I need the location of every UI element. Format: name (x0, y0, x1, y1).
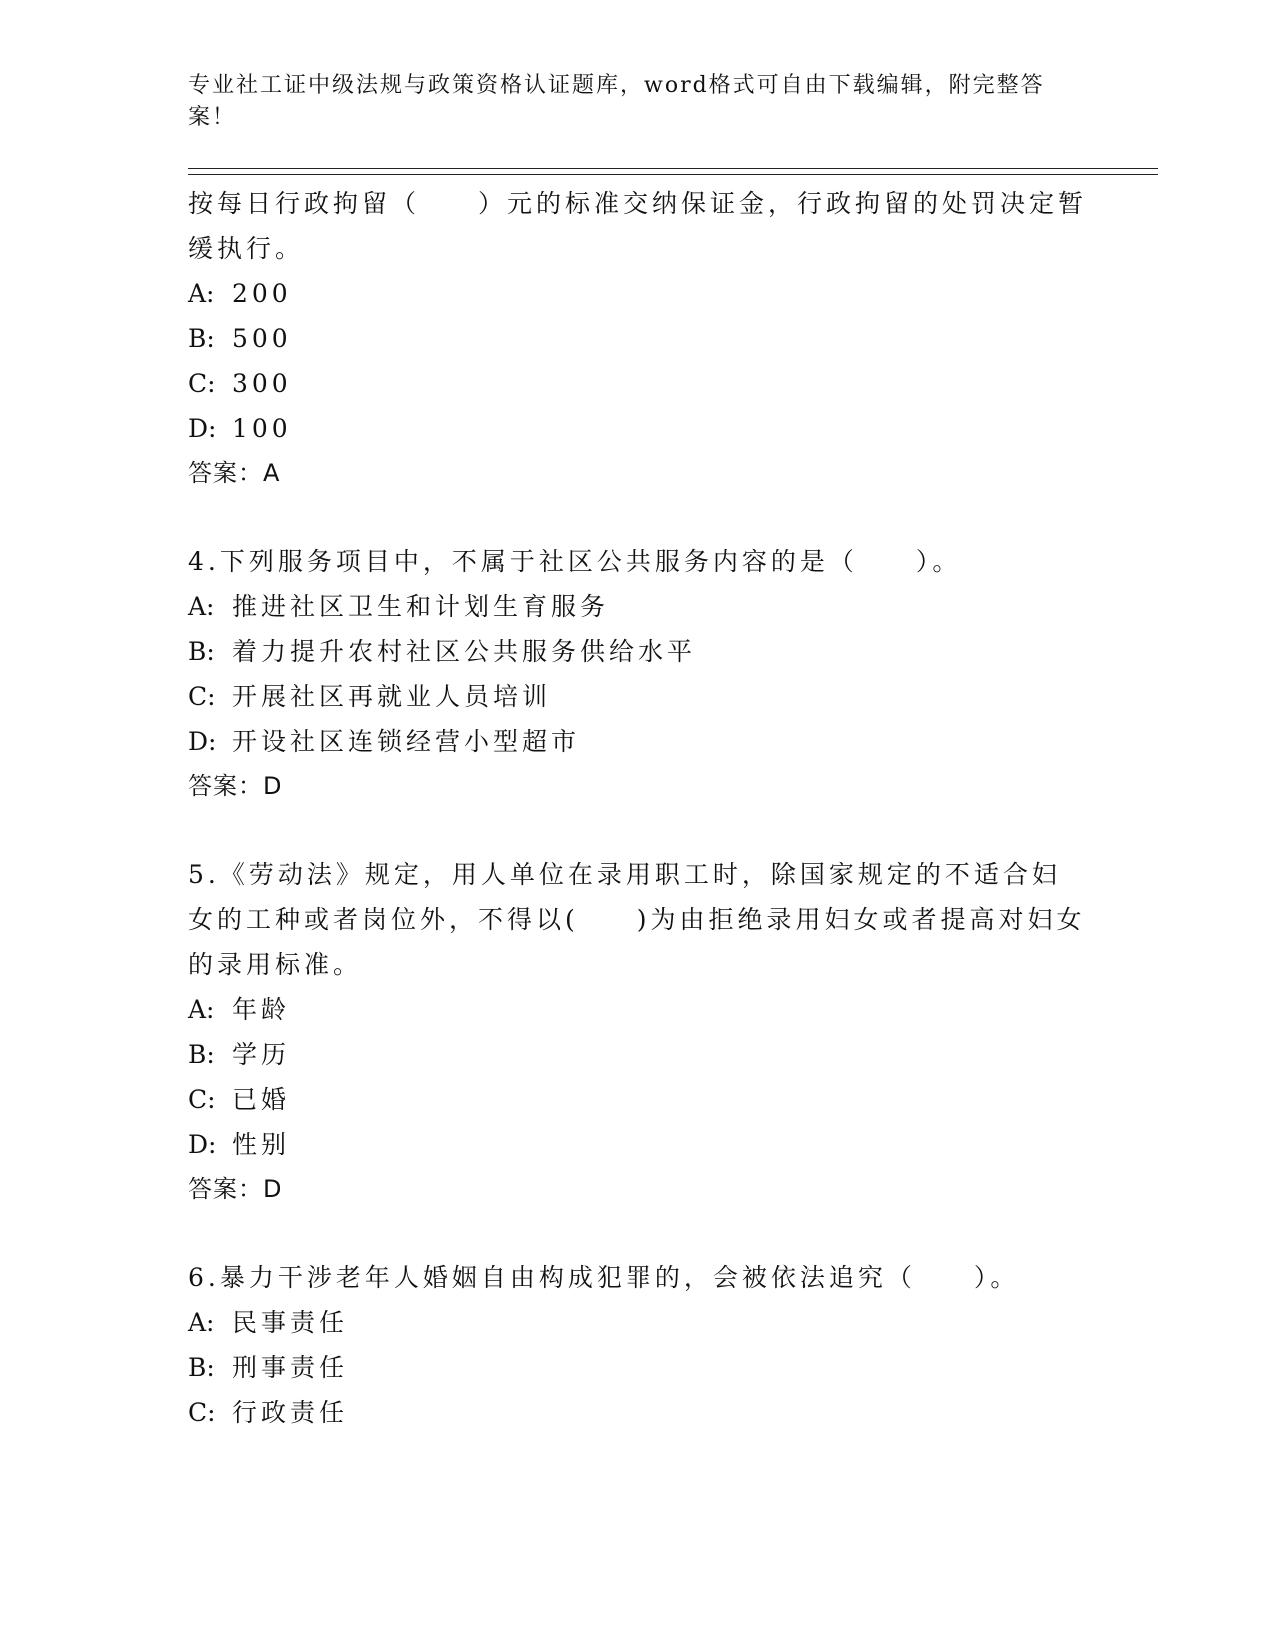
answer-line: 答案：D (188, 1175, 283, 1203)
option-letter: C: (188, 1398, 216, 1427)
option-text: 100 (232, 414, 292, 443)
option-b (188, 629, 1158, 674)
option-text: 学历 (232, 1040, 291, 1069)
option-letter: C: (188, 682, 216, 711)
option-letter: B: (188, 324, 215, 353)
option-letter: A: (188, 995, 215, 1024)
option-letter: B: (188, 1353, 215, 1382)
option-letter: C: (188, 1085, 216, 1114)
option-text: 已婚 (232, 1085, 291, 1114)
option-letter: A: (188, 592, 215, 621)
header-divider (188, 168, 1158, 175)
option-a (188, 1300, 1158, 1345)
option-c (188, 674, 1158, 719)
option-b (188, 1345, 1158, 1390)
option-c (188, 1390, 1158, 1435)
option-c (188, 1077, 1158, 1122)
option-a (188, 271, 1158, 316)
question-text: 5.《劳动法》规定，用人单位在录用职工时，除国家规定的不适合妇女的工种或者岗位外，不得以( )为由拒绝录用妇女或者提高对妇女的录用标准。 (188, 860, 1086, 979)
option-letter: A: (188, 279, 215, 308)
option-a (188, 584, 1158, 629)
option-d (188, 406, 1158, 451)
option-letter: A: (188, 1308, 215, 1337)
option-text: 刑事责任 (232, 1353, 349, 1382)
option-text: 民事责任 (232, 1308, 349, 1337)
question-block (188, 181, 1158, 496)
document-page (188, 70, 1158, 1478)
question-block (188, 1255, 1158, 1435)
option-letter: C: (188, 369, 216, 398)
answer-line: 答案：D (188, 772, 283, 800)
option-text: 着力提升农村社区公共服务供给水平 (232, 637, 697, 666)
option-letter: D: (188, 1130, 217, 1159)
option-text: 开设社区连锁经营小型超市 (232, 727, 581, 756)
answer-line: 答案：A (188, 459, 281, 487)
option-text: 行政责任 (232, 1398, 349, 1427)
option-text: 500 (232, 324, 292, 353)
question-text: 按每日行政拘留（ ）元的标准交纳保证金，行政拘留的处罚决定暂缓执行。 (188, 189, 1088, 263)
option-letter: D: (188, 414, 217, 443)
option-text: 300 (232, 369, 292, 398)
question-block (188, 539, 1158, 809)
option-letter: D: (188, 727, 217, 756)
question-text: 6.暴力干涉老年人婚姻自由构成犯罪的，会被依法追究（ ）。 (188, 1263, 1020, 1292)
option-text: 性别 (232, 1130, 291, 1159)
option-text: 开展社区再就业人员培训 (232, 682, 552, 711)
option-text: 200 (232, 279, 292, 308)
option-b (188, 1032, 1158, 1077)
option-d (188, 1122, 1158, 1167)
option-b (188, 316, 1158, 361)
option-text: 推进社区卫生和计划生育服务 (232, 592, 610, 621)
option-text: 年龄 (232, 995, 291, 1024)
document-header: 专业社工证中级法规与政策资格认证题库，word格式可自由下载编辑，附完整答案！ (188, 73, 1045, 130)
option-d (188, 719, 1158, 764)
option-letter: B: (188, 1040, 215, 1069)
option-letter: B: (188, 637, 215, 666)
question-text: 4.下列服务项目中，不属于社区公共服务内容的是（ ）。 (188, 547, 962, 576)
question-block (188, 852, 1158, 1212)
option-c (188, 361, 1158, 406)
option-a (188, 987, 1158, 1032)
